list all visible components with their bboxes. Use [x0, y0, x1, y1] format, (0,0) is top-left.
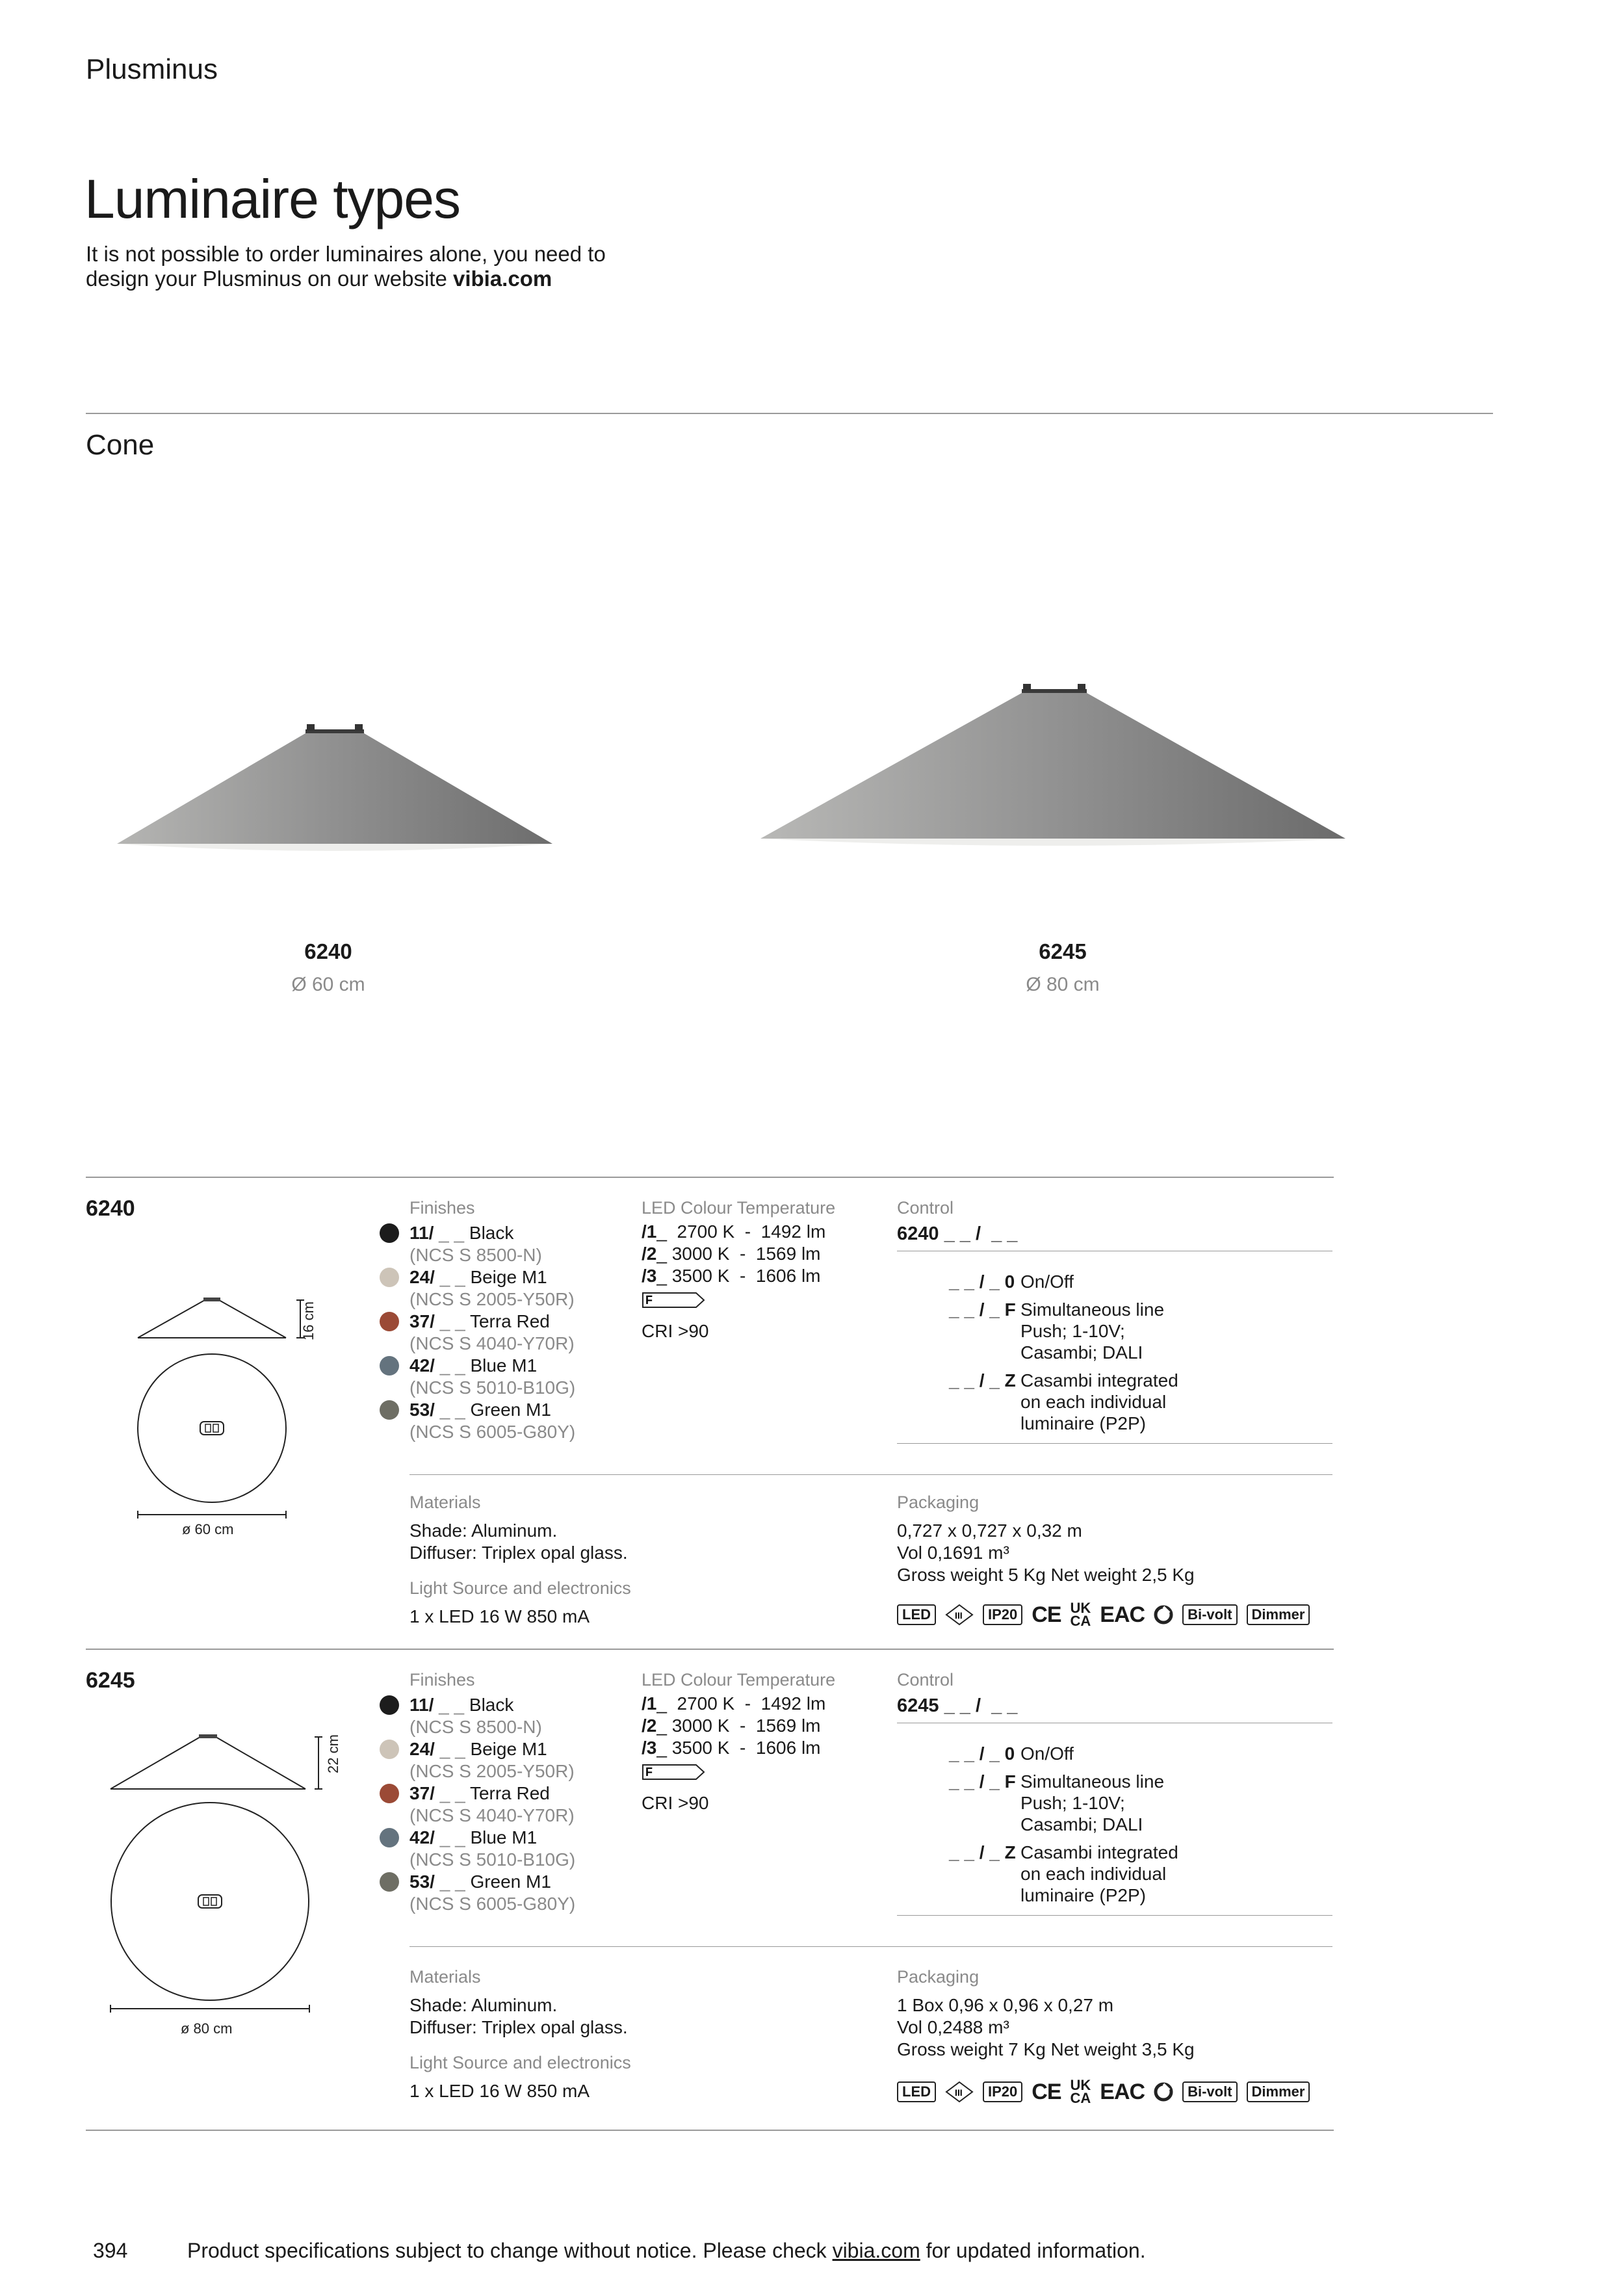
spec-code-6240: 6240 [86, 1196, 135, 1221]
product-diameter-6245: Ø 80 cm [1026, 974, 1100, 995]
led-badge: LED [897, 1604, 936, 1625]
footer-link[interactable]: vibia.com [832, 2239, 920, 2262]
finish-beige: 24/ _ _ Beige M1 [409, 1738, 575, 1760]
led-row: /1_ 2700 K - 1492 lm [642, 1221, 826, 1242]
materials-label: Materials [409, 1493, 481, 1512]
control-options-6240 [949, 1271, 1332, 1434]
led-table-6245 [642, 1693, 825, 1814]
finish-ncs: (NCS S 6005-G80Y) [409, 1422, 576, 1442]
control-option-simultaneous: _ _ / _ F Simultaneous line Push; 1-10V; Casambi; DALI [949, 1299, 1165, 1363]
rcm-mark-icon [1154, 2081, 1173, 2103]
finish-ncs: (NCS S 2005-Y50R) [409, 1289, 575, 1309]
finish-green: 53/ _ _ Green M1 [409, 1399, 575, 1421]
dimmer-badge: Dimmer [1247, 1604, 1310, 1625]
certification-badges-6240 [897, 1602, 1310, 1628]
light-source-6240: 1 x LED 16 W 850 mA [409, 1606, 590, 1626]
packaging-label: Packaging [897, 1493, 980, 1512]
spec-divider-mid [86, 1649, 1334, 1650]
control-option-casambi: _ _ / _ Z Casambi integrated on each individual luminaire (P2P) [949, 1842, 1178, 1905]
materials-divider [409, 1474, 1332, 1475]
finish-ncs: (NCS S 2005-Y50R) [409, 1761, 575, 1781]
led-label: LED Colour Temperature [642, 1670, 836, 1689]
control-option-onoff: _ _ / _ 0 On/Off [949, 1272, 1074, 1292]
drawing-6245 [104, 1729, 338, 2015]
svg-text:III: III [955, 1610, 963, 1621]
light-source-label: Light Source and electronics [409, 1578, 631, 1598]
finish-beige: 24/ _ _ Beige M1 [409, 1266, 575, 1288]
product-diameter-6240: Ø 60 cm [291, 974, 365, 995]
light-source-label: Light Source and electronics [409, 2053, 631, 2072]
finish-ncs: (NCS S 5010-B10G) [409, 1849, 576, 1870]
led-row: /3_ 3500 K - 1606 lm [642, 1266, 821, 1286]
control-label: Control [897, 1198, 954, 1218]
page-number: 394 [93, 2239, 128, 2262]
control-code-6240: 6240 _ _ / _ _ [897, 1223, 1018, 1244]
control-code-6245: 6245 _ _ / _ _ [897, 1695, 1018, 1716]
spec-divider-bottom [86, 2130, 1334, 2131]
energy-class-icon [642, 1290, 707, 1311]
materials-label: Materials [409, 1967, 481, 1987]
finish-ncs: (NCS S 8500-N) [409, 1717, 542, 1737]
control-option-casambi: _ _ / _ Z Casambi integrated on each individual luminaire (P2P) [949, 1370, 1178, 1433]
class-iii-icon [945, 1604, 974, 1626]
led-badge: LED [897, 2081, 936, 2102]
finish-ncs: (NCS S 8500-N) [409, 1245, 542, 1265]
product-code-6245: 6245 [1039, 939, 1087, 963]
ce-mark-icon: CE [1032, 1602, 1061, 1627]
dimmer-badge: Dimmer [1247, 2081, 1310, 2102]
svg-text:III: III [955, 2087, 963, 2098]
section-title: Cone [86, 429, 155, 461]
footer-note: Product specifications subject to change without notice. Please check vibia.com for updated information. [187, 2239, 1146, 2262]
certification-badges-6245 [897, 2079, 1310, 2105]
finish-blue: 42/ _ _ Blue M1 [409, 1355, 575, 1377]
height-label-6245: 22 cm [325, 1734, 341, 1773]
materials-divider [409, 1946, 1332, 1947]
eac-mark-icon: EAC [1100, 1602, 1145, 1627]
packaging-6245: 1 Box 0,96 x 0,96 x 0,27 m Vol 0,2488 m³ Gross weight 7 Kg Net weight 3,5 Kg [897, 1995, 1195, 2059]
ce-mark-icon: CE [1032, 2079, 1061, 2104]
packaging-label: Packaging [897, 1967, 980, 1987]
finish-black: 11/ _ _ Black [409, 1222, 575, 1244]
height-label-6240: 16 cm [300, 1301, 317, 1340]
led-row: /1_ 2700 K - 1492 lm [642, 1693, 826, 1714]
brand-name: Plusminus [86, 53, 218, 85]
spec-divider-top [86, 1177, 1334, 1178]
bivolt-badge: Bi-volt [1182, 1604, 1237, 1625]
eac-mark-icon: EAC [1100, 2079, 1145, 2104]
section-divider [86, 413, 1493, 414]
finishes-list-6240 [409, 1222, 575, 1443]
lamp-6240-render [110, 709, 565, 865]
svg-text:F: F [645, 1294, 653, 1307]
finishes-label: Finishes [409, 1198, 475, 1218]
finish-ncs: (NCS S 4040-Y70R) [409, 1805, 575, 1825]
control-option-onoff: _ _ / _ 0 On/Off [949, 1743, 1074, 1764]
product-code-6240: 6240 [304, 939, 352, 963]
materials-text-6240: Shade: Aluminum. Diffuser: Triplex opal glass. [409, 1520, 628, 1563]
intro-link[interactable]: vibia.com [452, 267, 552, 291]
energy-class-icon [642, 1762, 707, 1782]
ukca-mark-icon: UK CA [1070, 2077, 1091, 2106]
lamp-6245-render [754, 676, 1358, 865]
finishes-list-6245 [409, 1694, 575, 1915]
finish-green: 53/ _ _ Green M1 [409, 1871, 575, 1893]
led-row: /2_ 3000 K - 1569 lm [642, 1715, 821, 1736]
intro-body: It is not possible to order luminaires alone, you need to design your Plusminus on our website [86, 242, 606, 291]
cri-value: CRI >90 [642, 1321, 709, 1341]
light-source-6245: 1 x LED 16 W 850 mA [409, 2081, 590, 2101]
finish-ncs: (NCS S 6005-G80Y) [409, 1894, 576, 1914]
led-label: LED Colour Temperature [642, 1198, 836, 1218]
diameter-label-6240: ø 60 cm [182, 1521, 234, 1537]
control-divider [897, 1443, 1332, 1444]
spec-code-6245: 6245 [86, 1668, 135, 1693]
packaging-6240: 0,727 x 0,727 x 0,32 m Vol 0,1691 m³ Gross weight 5 Kg Net weight 2,5 Kg [897, 1520, 1195, 1585]
finish-ncs: (NCS S 4040-Y70R) [409, 1333, 575, 1353]
ip20-badge: IP20 [983, 2081, 1022, 2102]
finishes-label: Finishes [409, 1670, 475, 1689]
class-iii-icon [945, 2081, 974, 2103]
led-row: /2_ 3000 K - 1569 lm [642, 1244, 821, 1264]
cri-value: CRI >90 [642, 1793, 709, 1813]
page-title: Luminaire types [84, 168, 460, 229]
control-option-simultaneous: _ _ / _ F Simultaneous line Push; 1-10V; Casambi; DALI [949, 1771, 1165, 1834]
control-divider [897, 1915, 1332, 1916]
ukca-mark-icon: UK CA [1070, 1600, 1091, 1629]
finish-terra-red: 37/ _ _ Terra Red [409, 1782, 575, 1805]
rcm-mark-icon [1154, 1604, 1173, 1626]
materials-text-6245: Shade: Aluminum. Diffuser: Triplex opal glass. [409, 1995, 628, 2037]
finish-black: 11/ _ _ Black [409, 1694, 575, 1716]
led-table-6240 [642, 1221, 825, 1342]
bivolt-badge: Bi-volt [1182, 2081, 1237, 2102]
finish-blue: 42/ _ _ Blue M1 [409, 1827, 575, 1849]
ip20-badge: IP20 [983, 1604, 1022, 1625]
finish-terra-red: 37/ _ _ Terra Red [409, 1311, 575, 1333]
led-row: /3_ 3500 K - 1606 lm [642, 1738, 821, 1758]
intro-text [86, 242, 606, 291]
control-options-6245 [949, 1743, 1332, 1906]
svg-text:F: F [645, 1766, 653, 1779]
diameter-label-6245: ø 80 cm [181, 2020, 233, 2037]
control-label: Control [897, 1670, 954, 1689]
finish-ncs: (NCS S 5010-B10G) [409, 1377, 576, 1398]
